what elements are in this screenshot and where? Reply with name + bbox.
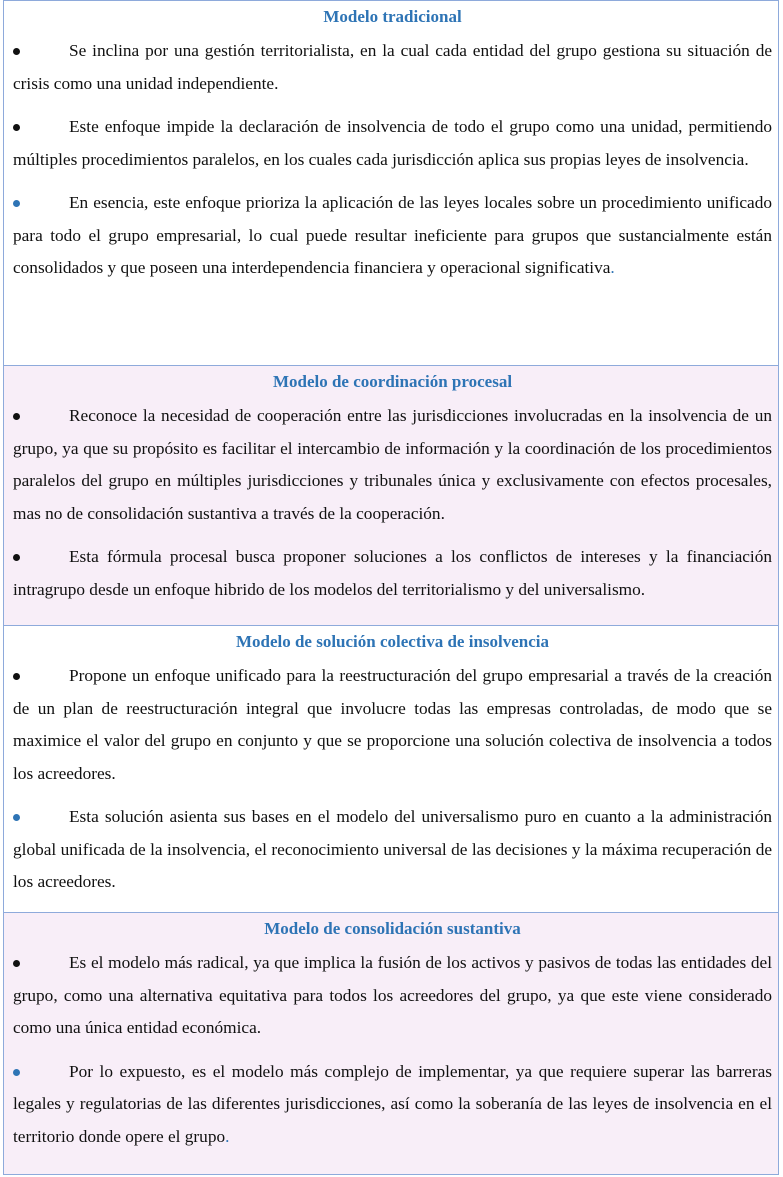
section-title: Modelo de consolidación sustantiva (264, 919, 521, 938)
section-title: Modelo de solución colectiva de insolvencia (235, 632, 550, 651)
bullet-text: Este enfoque impide la declaración de insolvencia de todo el grupo como una unidad, permitiendo múltiples procedimientos paralelos, en los cuales cada jurisdicción aplica sus propias leyes de insolvencia. (13, 117, 772, 169)
bullet-dot-icon (13, 124, 20, 131)
bullet-item (13, 35, 772, 100)
bullet-text: Por lo expuesto, es el modelo más complejo de implementar, ya que requiere superar las barreras legales y regulatorias de las diferentes jurisdicciones, así como la soberanía de las leyes de insolvencia en el territorio donde opere el grupo (13, 1061, 772, 1146)
bullet-item (13, 541, 772, 606)
bullet-dot-icon (13, 814, 20, 821)
bullet-item (13, 1056, 772, 1154)
section-modelo-tradicional (3, 0, 779, 366)
section-coordinacion-procesal (3, 366, 779, 626)
bullet-dot-icon (13, 48, 20, 55)
bullet-item (13, 111, 772, 176)
bullet-text: Propone un enfoque unificado para la reestructuración del grupo empresarial a través de la creación de un plan de reestructuración integral que involucre todas las empresas controladas, de modo que se maximice el valor del grupo en conjunto y que se proporcione una solución colectiva de insolvencia a todos los acreedores. (13, 666, 772, 783)
bullet-item (13, 660, 772, 790)
bullet-text: Es el modelo más radical, ya que implica la fusión de los activos y pasivos de todas las entidades del grupo, como una alternativa equitativa para todos los acreedores del grupo, ya que este viene considerado como una única entidad económica. (13, 953, 772, 1037)
bullet-dot-icon (13, 554, 20, 561)
bullet-dot-icon (13, 673, 20, 680)
bullet-dot-icon (13, 1069, 20, 1076)
section-title: Modelo de coordinación procesal (272, 372, 513, 391)
bullet-item (13, 400, 772, 530)
models-table (3, 0, 779, 1175)
section-solucion-colectiva (3, 626, 779, 913)
bullet-text: Esta solución asienta sus bases en el modelo del universalismo puro en cuanto a la administración global unificada de la insolvencia, el reconocimiento universal de las decisiones y la máxima recuperación de los acreedores. (13, 807, 772, 891)
bullet-dot-icon (13, 200, 20, 207)
bullet-end-mark: . (610, 258, 615, 277)
bullet-text: En esencia, este enfoque prioriza la aplicación de las leyes locales sobre un procedimiento unificado para todo el grupo empresarial, lo cual puede resultar ineficiente para grupos que sustancialmente están consolidados y que poseen una interdependencia financiera y operacional significativa (13, 193, 772, 277)
bullet-dot-icon (13, 413, 20, 420)
bullet-dot-icon (13, 960, 20, 967)
bullet-text: Reconoce la necesidad de cooperación entre las jurisdicciones involucradas en la insolvencia de un grupo, ya que su propósito es facilitar el intercambio de información y la coordinación de los procedimientos paralelos del grupo en múltiples jurisdicciones y tribunales única y exclusivamente con efectos procesales, mas no de consolidación sustantiva a través de la cooperación. (13, 406, 772, 523)
bullet-end-mark: . (225, 1126, 230, 1146)
bullet-item (13, 187, 772, 285)
bullet-item (13, 801, 772, 899)
section-consolidacion-sustantiva (3, 913, 779, 1175)
bullet-text: Esta fórmula procesal busca proponer soluciones a los conflictos de intereses y la financiación intragrupo desde un enfoque hibrido de los modelos del territorialismo y del universalismo. (13, 547, 772, 599)
bullet-text: Se inclina por una gestión territorialista, en la cual cada entidad del grupo gestiona su situación de crisis como una unidad independiente. (13, 41, 772, 93)
bullet-item (13, 947, 772, 1045)
section-title: Modelo tradicional (323, 7, 462, 26)
